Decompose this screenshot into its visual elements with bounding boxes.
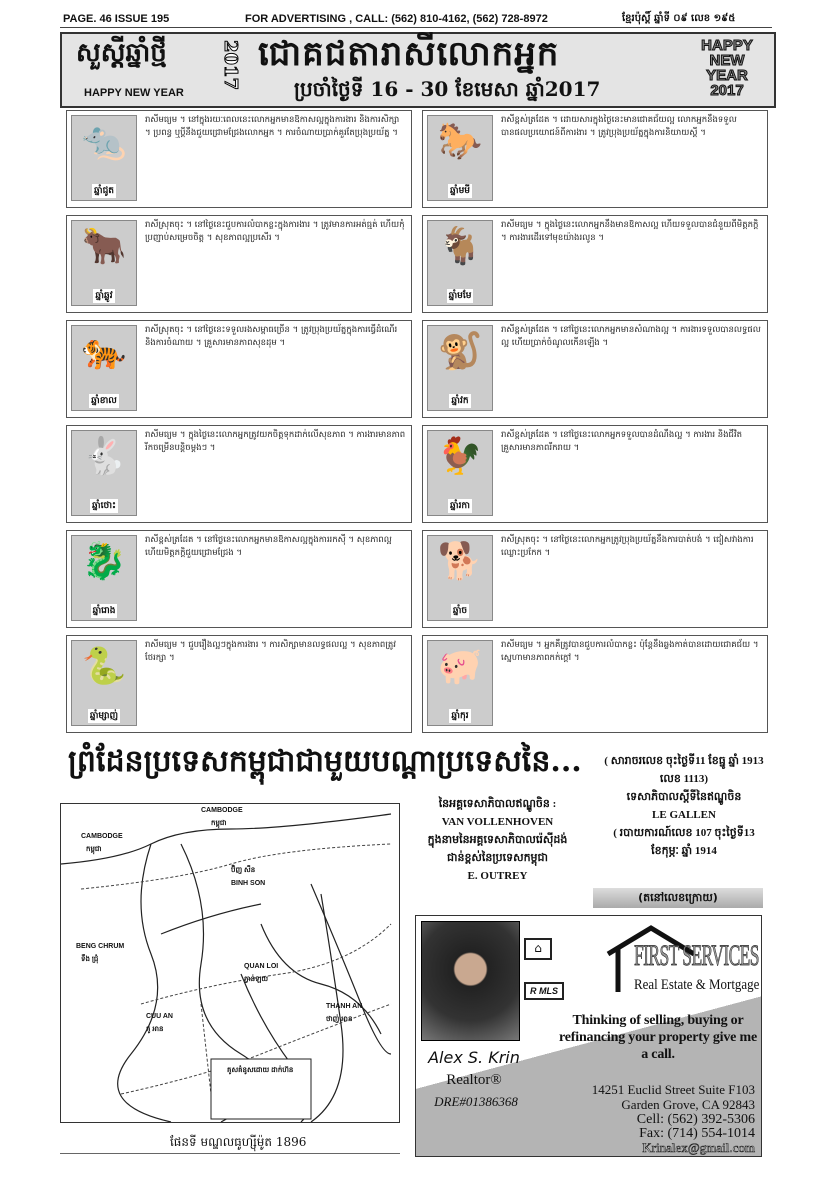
fax-number: Fax: (714) 554-1014 (639, 1126, 755, 1141)
masthead-khmer: ខ្មែរប៉ុស្តិ៍ ឆ្នាំទី ០៩ លេខ ១៩៥ (622, 13, 736, 24)
happy-new-year: HAPPY NEW YEAR (84, 87, 184, 99)
horoscope-banner (60, 32, 776, 108)
zodiac-image (71, 535, 137, 621)
zodiac-label: ឆ្នាំកុរ (451, 711, 469, 721)
ref-line: លេខ 1113) (659, 773, 709, 785)
map-label: QUAN LOI (244, 963, 279, 970)
ad-pitch: Thinking of selling, buying or refinancing your property give me a call. (559, 1013, 757, 1062)
horoscope-grid (66, 110, 768, 733)
banner-subtitle: ប្រចាំថ្ងៃទី 16 - 30 ខែមេសា ឆ្នាំ2017 (294, 77, 601, 101)
year-vertical: 2017 (220, 40, 241, 91)
signatories-col1 (405, 795, 590, 885)
brand-sub: Real Estate & Mortgage (634, 977, 760, 993)
map-label: គូ អាន (146, 1026, 164, 1033)
horoscope-card (66, 635, 412, 733)
horoscope-card (422, 635, 768, 733)
zodiac-image (427, 535, 493, 621)
brand-name: FIRST SERVICES (634, 939, 759, 972)
horoscope-card (422, 215, 768, 313)
realtor-icon: R (530, 986, 539, 996)
historical-map (60, 803, 400, 1123)
zodiac-image (427, 325, 493, 411)
email-link[interactable]: Krinalex@gmail.com (642, 1140, 755, 1155)
horoscope-text: រាសីមធ្យម ។ ក្នុងថ្ងៃនេះលោកអ្នកនឹងមានឱកាសល្អ ហើយទទួលបានជំនួយពីមិត្តភក្តិ ។ ការងារដើរទៅមុខយ៉ាងរលូន ។ (501, 220, 759, 243)
ref-line: ( សារាចរលេខ ចុះថ្ងៃទី11 ខែធ្នូ ឆ្នាំ 1913 (604, 755, 764, 767)
zodiac-label: ឆ្នាំមមែ (448, 291, 472, 301)
zodiac-label: ឆ្នាំច (452, 606, 468, 616)
zodiac-image (71, 430, 137, 516)
header-rule (60, 27, 772, 28)
realtor-title: Realtor® (446, 1072, 502, 1088)
horoscope-card (66, 530, 412, 628)
snake-icon: 🐍 (81, 646, 127, 687)
zodiac-image (427, 430, 493, 516)
ox-icon: 🐂 (81, 226, 127, 267)
continued-note: (តនៅលេខក្រោយ) (593, 888, 763, 908)
zodiac-label: ឆ្នាំខាល (91, 396, 117, 406)
sig-line: នៃអគ្គទេសាភិបាលឥណ្ឌូចិន : (438, 798, 557, 810)
zodiac-label: ឆ្នាំរោង (92, 606, 116, 616)
horoscope-text: រាសីមធ្យម ។ ក្នុងថ្ងៃនេះលោកអ្នកត្រូវយកចិត្តទុកដាក់លើសុខភាព ។ ការងារមានភាពរីកចម្រើនបន្តិចម្តងៗ ។ (145, 430, 406, 453)
map-legend-title: គូសគំនូសដោយ ដាក់ហ៊ន (227, 1067, 294, 1074)
zodiac-label: ឆ្នាំឆ្លូវ (95, 291, 113, 301)
dog-icon: 🐕 (437, 541, 483, 582)
zodiac-image (71, 220, 137, 306)
horoscope-text: រាសីខ្ពស់ត្រដែត ។ ដោយសារក្នុងថ្ងៃនេះមានជោគជ័យល្អ លោកអ្នកនឹងទទួលបានផលប្រយោជន៍ពីការងារ ។ ត្រូវប្រុងប្រយ័ត្នក្នុងការនិយាយស្តី ។ (501, 115, 737, 138)
horoscope-text: រាសីមធ្យម ។ អ្នកគឺត្រូវបានជួបការលំបាកខ្លះ ប៉ុន្តែនឹងឆ្លងកាត់បានដោយជោគជ័យ ។ ស្នេហាមានភាពកក់ក្តៅ ។ (501, 640, 759, 663)
sig-name: LE GALLEN (652, 809, 716, 821)
signatories-col2 (598, 752, 770, 860)
map-label: ប៊ិញ សឺន (231, 867, 256, 874)
horoscope-card (422, 425, 768, 523)
ad-contact (637, 1113, 755, 1155)
monkey-icon: 🐒 (437, 331, 483, 372)
zodiac-image (427, 220, 493, 306)
map-label: CAMBODGE (201, 807, 243, 814)
map-label: BINH SON (231, 880, 266, 887)
horoscope-text: រាសីមធ្យម ។ នៅក្នុងរយៈពេលនេះលោកអ្នកមានឱកាសល្អក្នុងការងារ និងការសិក្សា ។ ប្រពន្ធ ឬប្តីនឹងជួយជ្រោមជ្រែងលោកអ្នក ។ ការចំណាយប្រាក់គួរតែប្រុងប្រយ័ត្ន ។ (145, 115, 400, 138)
ad-address (592, 1082, 755, 1112)
horoscope-card (66, 215, 412, 313)
zodiac-label: ឆ្នាំម្សាញ់ (89, 711, 119, 721)
zodiac-label: ឆ្នាំរកា (450, 501, 470, 511)
article-headline: ព្រំដែនប្រទេសកម្ពុជាជាមួយបណ្តាប្រទេសនៃ... (68, 744, 582, 779)
map-label: THANH AN (326, 1003, 363, 1010)
zodiac-label: ឆ្នាំវក (451, 396, 469, 406)
horoscope-text: រាសីមធ្យម ។ ជួបរឿងល្អៗក្នុងការងារ ។ ការសិក្សាមានលទ្ធផលល្អ ។ សុខភាពត្រូវថែរក្សា ។ (145, 640, 396, 663)
map-label: BENG CHRUM (76, 943, 125, 950)
realtor-photo (421, 921, 520, 1041)
ref-line: ខែកុម្ភៈ ឆ្នាំ 1914 (651, 845, 717, 857)
rabbit-icon: 🐇 (81, 436, 127, 477)
sig-name: VAN VOLLENHOVEN (441, 816, 554, 828)
zodiac-label: ឆ្នាំជូត (94, 186, 114, 196)
zodiac-image (427, 115, 493, 201)
address-line: Garden Grove, CA 92843 (621, 1097, 755, 1112)
realtor-name: Alex S. Krin (428, 1048, 520, 1067)
rat-icon: 🐀 (81, 121, 127, 162)
horoscope-text: រាសីខ្ពស់ត្រដែត ។ នៅថ្ងៃនេះលោកអ្នកទទួលបានដំណឹងល្អ ។ ការងារ និងជីវិតគ្រួសារមានភាពរីករាយ ។ (501, 430, 742, 453)
mls-label: MLS (539, 986, 558, 996)
horoscope-text: រាសីខ្ពស់ត្រដែត ។ នៅថ្ងៃនេះលោកអ្នកមានសំណាងល្អ ។ ការងារទទួលបានលទ្ធផលល្អ ហើយប្រាក់ចំណូលកើនឡើង ។ (501, 325, 761, 348)
realtor-license: DRE#01386368 (434, 1094, 518, 1109)
pig-icon: 🐖 (437, 646, 483, 687)
zodiac-image (71, 115, 137, 201)
goat-icon: 🐐 (437, 226, 483, 267)
address-line: 14251 Euclid Street Suite F103 (591, 1082, 755, 1097)
map-label: ក្វាន់ឡយ (244, 976, 269, 983)
horoscope-card (66, 425, 412, 523)
zodiac-label: ឆ្នាំថោះ (92, 501, 116, 511)
horse-icon: 🐎 (437, 121, 483, 162)
sig-line: ជាន់ខ្ពស់នៃប្រទេសកម្ពុជា (446, 852, 549, 864)
map-label: ថាញ់ អាន (326, 1016, 353, 1023)
zodiac-image (427, 640, 493, 726)
horoscope-card (422, 530, 768, 628)
map-caption: ផែនទី មណ្ឌលធូហ្ស៊ីម៉ូត 1896 (170, 1135, 307, 1149)
map-label: ទឹង ជ្រុំ (81, 956, 99, 963)
horoscope-text: រាសីស្រុតចុះ ។ នៅថ្ងៃនេះលោកអ្នកត្រូវប្រុងប្រយ័ត្ននឹងការបាត់បង់ ។ ជៀសវាងការឈ្លោះប្រកែក ។ (501, 535, 754, 558)
horoscope-card (66, 320, 412, 418)
horoscope-card (422, 110, 768, 208)
zodiac-label: ឆ្នាំមមី (450, 186, 470, 196)
page-issue: PAGE. 46 ISSUE 195 (63, 13, 170, 25)
tiger-icon: 🐅 (81, 331, 127, 372)
map-label: CAMBODGE (81, 833, 123, 840)
equal-housing-icon: ⌂ (524, 938, 552, 960)
map-label: កម្ពុជា (211, 820, 227, 827)
ref-line: ទេសាភិបាលស្តីទីនៃឥណ្ឌូចិន (626, 791, 742, 803)
mls-logo (524, 982, 564, 1000)
cell-phone[interactable]: Cell: (562) 392-5306 (636, 1112, 755, 1127)
zodiac-image (71, 325, 137, 411)
banner-title: ជោគជតារាសីលោកអ្នក (258, 34, 560, 74)
greeting: សួស្តីឆ្នាំថ្មី (76, 38, 167, 68)
ref-line: ( របាយការណ៍លេខ 107 ចុះថ្ងៃទី13 (613, 827, 755, 839)
horoscope-card (66, 110, 412, 208)
horoscope-text: រាសីស្រុតចុះ ។ នៅថ្ងៃនេះទទួលរងសម្ពាធច្រើន ។ ត្រូវប្រុងប្រយ័ត្នក្នុងការធ្វើដំណើរ និងការចំណាយ ។ គ្រួសារមានភាពសុខដុម ។ (145, 325, 398, 348)
divider (60, 1153, 400, 1154)
horoscope-text: រាសីស្រុតចុះ ។ នៅថ្ងៃនេះជួបការលំបាកខ្លះក្នុងការងារ ។ ត្រូវមានការអត់ធ្មត់ ហើយកុំប្រញាប់សម្រេចចិត្ត ។ សុខភាពល្អប្រសើរ ។ (145, 220, 405, 243)
horoscope-card (422, 320, 768, 418)
realtor-ad (415, 915, 762, 1157)
advertising-contact: FOR ADVERTISING , CALL: (562) 810-4162, (562) 728-8972 (245, 13, 548, 25)
rooster-icon: 🐓 (437, 436, 483, 477)
happy-new-year-logo: HAPPY NEW YEAR 2017 (701, 37, 753, 99)
map-label: CUU AN (146, 1013, 173, 1020)
dragon-icon: 🐉 (81, 541, 127, 582)
horoscope-text: រាសីខ្ពស់ត្រដែត ។ នៅថ្ងៃនេះលោកអ្នកមានឱកាសល្អក្នុងការរកស៊ី ។ សុខភាពល្អ ហើយមិត្តភក្តិជួយជ្រោមជ្រែង ។ (145, 535, 392, 558)
sig-name: E. OUTREY (467, 870, 528, 882)
map-label: កម្ពុជា (86, 846, 102, 853)
zodiac-image (71, 640, 137, 726)
sig-line: ក្នុងនាមនៃអគ្គទេសាភិបាលរ៉េស៊ីដង់ (427, 834, 568, 846)
